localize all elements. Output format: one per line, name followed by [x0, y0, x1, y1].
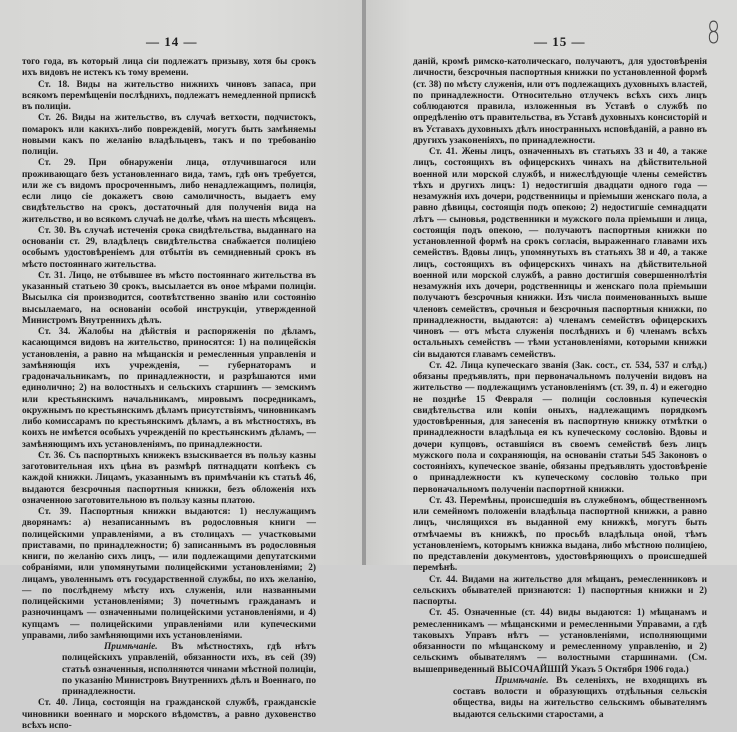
- note-label: Примѣчаніе.: [104, 642, 158, 652]
- handwritten-folio-number: 8: [706, 16, 721, 51]
- paragraph: даній, кромѣ римско-католическаго, получаютъ, для удостовѣренія личности, безсрочныя паспортныя книжки по установленной формѣ (ст. 38) по мѣсту служенія, или отъ подлежащихъ духовныхъ властей, по принадлежности. Относительно отлучекъ всѣхъ сихъ лицъ соблюдаются правила, изложенныя въ Уставѣ о службѣ по опредѣленію отъ правительства, въ Уставѣ духовныхъ консисторій и въ Уставахъ духовныхъ дѣлъ иностранныхъ исповѣданій, а равно въ другихъ узаконеніяхъ, по принадлежности.: [413, 57, 707, 146]
- note: [453, 676, 707, 721]
- article-36: Ст. 36. Съ паспортныхъ книжекъ взыскивается въ пользу казны заготовительная ихъ цѣна въ размѣрѣ пятнадцати копѣекъ съ каждой книжки. Лицамъ, указаннымъ въ примѣчаніи къ статьѣ 46, выдаются безсрочныя паспортныя книжки, безъ обложенія ихъ означенною заготовительною въ пользу казны платою.: [22, 450, 316, 506]
- right-page: [366, 0, 737, 720]
- note: [62, 642, 316, 698]
- article-45: Ст. 45. Означенные (ст. 44) виды выдаются: 1) мѣщанамъ и ремесленникамъ — мѣщанскими и ремесленными Управами, а гдѣ таковыхъ Управъ нѣтъ — установленіями, исполняющими обязанности по мѣщанскому и ремесленному управленію, и 2) сельскимъ обывателямъ — волостными старшинами. (См. вышеприведенный ВЫСОЧАЙШІЙ Указъ 5 Октября 1906 года.): [413, 608, 707, 675]
- article-30: Ст. 30. Въ случаѣ истеченія срока свидѣтельства, выданнаго на основаніи ст. 29, владѣлецъ свидѣтельства снабжается полиціею особымъ удостовѣреніемъ для отбытія въ семидневный срокъ въ мѣсто постояннаго жительства.: [22, 225, 316, 270]
- article-26: Ст. 26. Виды на жительство, въ случаѣ ветхости, подчистокъ, помарокъ или какихъ-либо повреждевій, могутъ быть замѣняемы новыми какъ по желанію владѣльцевъ, такъ и по требованію полиціи.: [22, 113, 316, 157]
- article-18: Ст. 18. Виды на жительство нижнихъ чиновъ запаса, при всякомъ перемѣщеніи послѣднихъ, подлежатъ немедленной прпискѣ въ полиціи.: [22, 79, 316, 112]
- article-39: Ст. 39. Паспортныя книжки выдаются: 1) неслужащимъ дворянамъ: а) незаписаннымъ въ родословныя книги — полицейскими управленіями, а въ столицахъ — участковыми приставами, по принадлежности; б) записаннымъ въ родословныя книги, по желанію сихъ лицъ, — или подлежащими депутатскими собраніями, или упомянутыми полицейскими установленіями; 2) лицамъ, уволеннымъ отъ государственной службы, по ихъ желанію, — по послѣднему мѣсту ихъ служенія, или названными полицейскими установленіями; 3) почетнымъ гражданамъ и разночинцамъ — означенными полицейскими установленіями, и 4) купцамъ — полицейскими управленіями или купеческими управами, либо замѣняющими ихъ установленіями.: [22, 507, 316, 641]
- article-44: Ст. 44. Видами на жительство для мѣщанъ, ремесленниковъ и сельскихъ обывателей признаются: 1) паспортныя книжки и 2) паспорты.: [413, 574, 707, 607]
- left-page: [0, 0, 364, 731]
- article-41: Ст. 41. Жены лицъ, означенныхъ въ статьяхъ 33 и 40, а также лицъ, состоящихъ въ офицерскихъ чинахъ на дѣйствительной военной или морской службѣ, и нижеслѣдующіе члены семействъ тѣхъ и другихъ лицъ: 1) недостигшія двадцати одного года — незамужнія ихъ дочери, родственницы и пріемыши женскаго пола, а равно дѣвицы, состоящія подъ опекою; 2) недостигшіе семнадцати лѣтъ — сыновья, родственники и мужского пола пріемыши и лица, состоящія подъ опекою, — получаютъ паспортныя книжки по установленной формѣ на срокъ согласія, выраженнаго главами ихъ семействъ. Вдовы лицъ, упомянутыхъ въ статьяхъ 38 и 40, а также лицъ, состоящихъ въ офицерскихъ чинахъ на дѣйствительной военной или морской службѣ, а равно достигшія совершеннолѣтія незамужнія ихъ дочери, родственницы и женскаго пола пріемыши получаютъ безсрочныя книжки. Изъ числа поименованныхъ выше членовъ семействъ, срочныя и безсрочныя паспортныя книжки, по принадлежности, выдаются: а) членамъ семействъ офицерскихъ чиновъ — отъ мѣста служенія послѣднихъ и б) членамъ всѣхъ остальныхъ семействъ — тѣми установленіями, которыми книжки сіи выдаются главамъ семействъ.: [413, 147, 707, 360]
- note-text: Въ селеніяхъ, не входящихъ въ составъ волости и образующихъ отдѣльныя сельскія общества, виды на жительство сельскимъ обывателямъ выдаются сельскими старостами, а: [453, 675, 707, 720]
- article-43: Ст. 43. Перемѣны, происшедшія въ служебномъ, общественномъ или семейномъ положеніи владѣльца паспортной книжки, а равно лицъ, числящихся въ выданной ему книжкѣ, могутъ быть отмѣчаемы въ книжкѣ, по просьбѣ владѣльца оной, тѣмъ установленіемъ, которымъ книжка выдана, либо мѣстною полиціею, по представленіи документовъ, удостовѣряющихъ о происшедшей перемѣнѣ.: [413, 495, 707, 574]
- page-text: [413, 57, 707, 721]
- paragraph: того года, въ который лица сіи подлежатъ призыву, хотя бы срокъ ихъ видовъ не истекъ къ тому времени.: [22, 57, 316, 79]
- article-40: Ст. 40. Лица, состоящія на гражданской службѣ, гражданскіе чиновники военнаго и морского вѣдомствъ, а равно духовенство всѣхъ испо-: [22, 698, 316, 731]
- note-label: Примѣчаніе.: [495, 675, 549, 686]
- article-42: Ст. 42. Лица купеческаго званія (Зак. сост., ст. 534, 537 и слѣд.) обязаны предъявлять, при первоначальномъ полученіи видовъ на жительство — подлежащимъ установленіямъ (ст. 39, п. 4) и ежегодно не позднѣе 15 Февраля — полиціи сословныя купеческія свидѣтельства или копіи оныхъ, надлежащимъ порядкомъ удостовѣренныя, для занесенія въ паспортную книжку отмѣтки о принадлежности владѣльца ея къ купеческому сословію. Вдовы и дочери купцовъ, оставшіяся въ своемъ семействѣ безъ лицъ мужского пола и сохраняющія, на основаніи статьи 545 Законовъ о состояніяхъ, купеческое званіе, обязаны предъявлять удостовѣреніе о принадлежности къ купеческому сословію только при первоначальномъ полученіи паспортной книжки.: [413, 360, 707, 495]
- page-number: — 14 —: [146, 34, 198, 49]
- page-number: — 15 —: [534, 34, 586, 49]
- note-text: Въ мѣстностяхъ, гдѣ нѣтъ полицейскихъ управленій, обязанности ихъ, въ сей (39) статьѣ означенныя, исполняются чинами мѣстной полиціи, по указанію Министровъ Внутреннихъ дѣлъ и Военнаго, по принадлежности.: [62, 642, 317, 697]
- article-34: Ст. 34. Жалобы на дѣйствія и распоряженія по дѣламъ, касающимся видовъ на жительство, приносятся: 1) на полицейскія установленія, а равно на мѣщанскія и ремесленныя управленія и замѣняющія ихъ учрежденія, — губернаторамъ и градоначальникамъ, по принадлежности, и разрѣшаются ими единолично; 2) на волостныхъ и сельскихъ старшинъ — земскимъ или крестьянскимъ начальникамъ, мировымъ посредникамъ, окружнымъ по крестьянскимъ дѣламъ присутствіямъ, чиновникамъ либо комиссарамъ по крестьянскимъ дѣламъ, а въ мѣстностяхъ, въ коихъ не имѣется особыхъ учрежденій по крестьянскимъ дѣламъ, — замѣняющимъ ихъ установленіямъ, по принадлежности.: [22, 327, 316, 450]
- article-29: Ст. 29. При обнаруженіи лица, отлучившагося или проживающаго безъ установленнаго вида, тамъ, гдѣ онъ требуется, или же съ видомъ просроченнымъ, либо ненадлежащимъ, полиція, если лицо сіе докажетъ свою самоличность, выдаетъ ему свидѣтельство на срокъ, достаточный для полученія вида на жительство, и во всякомъ случаѣ не долѣе, чѣмъ на шесть мѣсяцевъ.: [22, 158, 316, 225]
- page-text: [22, 57, 316, 732]
- article-31: Ст. 31. Лицо, не отбывшее въ мѣсто постояннаго жительства въ указанный статьею 30 срокъ, высылается въ оное мѣрами полиціи. Высылка сія производится, соотвѣтственно званію или состоянію высылаемаго, на основаніи особой инструкціи, утвержденной Министромъ Внутреннихъ дѣлъ.: [22, 270, 316, 326]
